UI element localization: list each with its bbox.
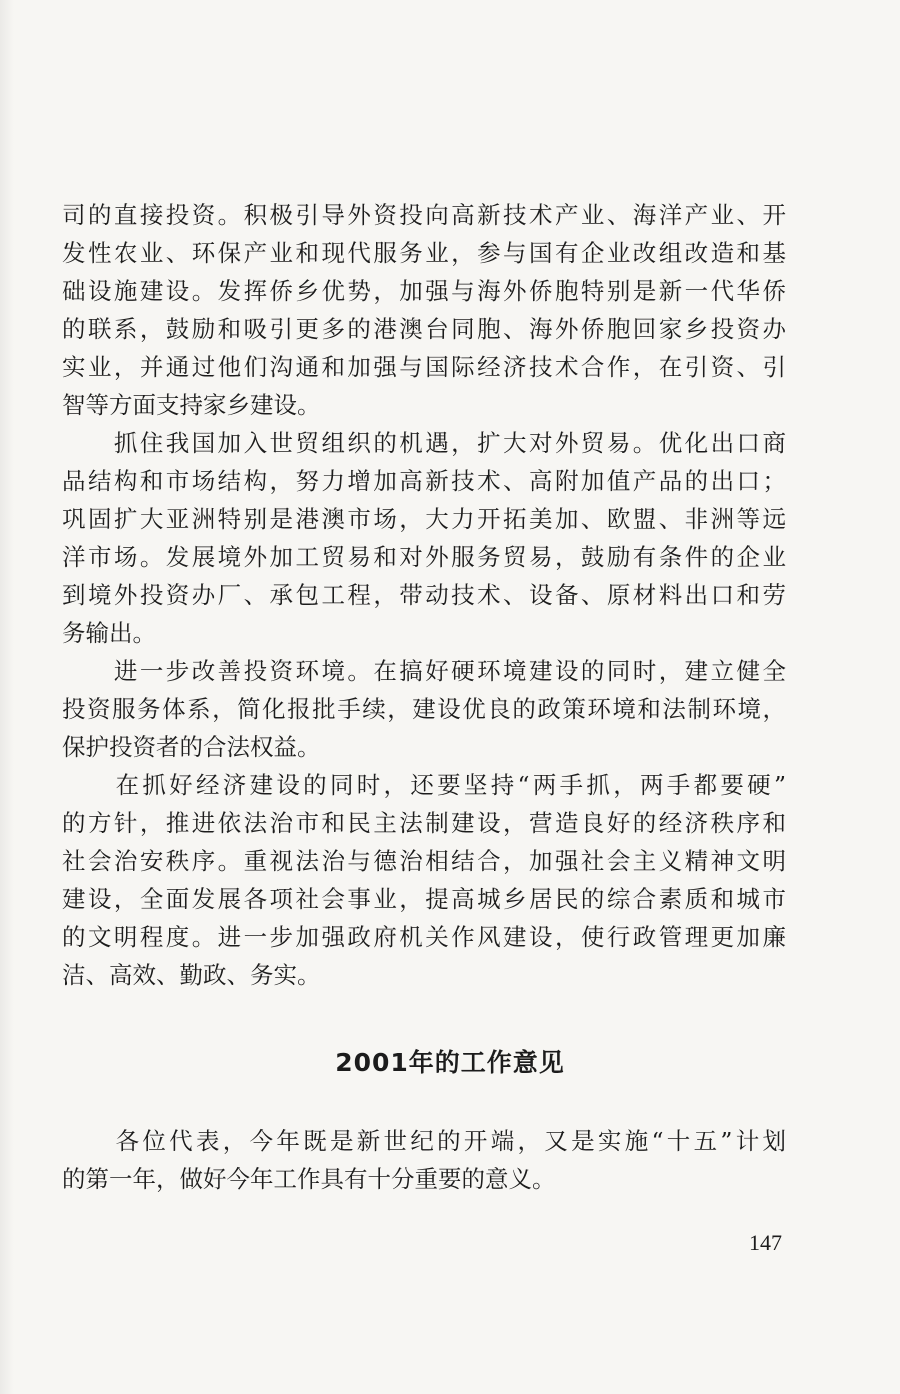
text-line: 到境外投资办厂、承包工程，带动技术、设备、原材料出口和劳 [62, 581, 786, 609]
text-line: 务输出。 [62, 619, 156, 647]
text-line: 品结构和市场结构，努力增加高新技术、高附加值产品的出口； [62, 467, 786, 495]
page-number: 147 [749, 1230, 782, 1255]
text-line: 在抓好经济建设的同时，还要坚持“两手抓，两手都要硬” [62, 771, 786, 799]
text-line: 保护投资者的合法权益。 [62, 733, 321, 761]
text-line: 建设，全面发展各项社会事业，提高城乡居民的综合素质和城市 [62, 885, 786, 913]
text-line: 的联系，鼓励和吸引更多的港澳台同胞、海外侨胞回家乡投资办 [62, 315, 786, 343]
text-line: 的第一年，做好今年工作具有十分重要的意义。 [62, 1165, 556, 1193]
text-line: 础设施建设。发挥侨乡优势，加强与海外侨胞特别是新一代华侨 [62, 277, 786, 305]
text-line: 投资服务体系，简化报批手续，建设优良的政策环境和法制环境， [62, 695, 786, 723]
text-line: 的方针，推进依法治市和民主法制建设，营造良好的经济秩序和 [62, 809, 786, 837]
text-line: 司的直接投资。积极引导外资投向高新技术产业、海洋产业、开 [62, 201, 786, 229]
text-line: 抓住我国加入世贸组织的机遇，扩大对外贸易。优化出口商 [62, 429, 786, 457]
text-line: 巩固扩大亚洲特别是港澳市场，大力开拓美加、欧盟、非洲等远 [62, 505, 786, 533]
text-line: 洋市场。发展境外加工贸易和对外服务贸易，鼓励有条件的企业 [62, 543, 786, 571]
text-line: 社会治安秩序。重视法治与德治相结合，加强社会主义精神文明 [62, 847, 786, 875]
text-line: 实业，并通过他们沟通和加强与国际经济技术合作，在引资、引 [62, 353, 786, 381]
text-line: 智等方面支持家乡建设。 [62, 391, 321, 419]
text-line: 洁、高效、勤政、务实。 [62, 961, 321, 989]
text-line: 发性农业、环保产业和现代服务业，参与国有企业改组改造和基 [62, 239, 786, 267]
text-line: 各位代表，今年既是新世纪的开端，又是实施“十五”计划 [62, 1127, 786, 1155]
text-line: 进一步改善投资环境。在搞好硬环境建设的同时，建立健全 [62, 657, 786, 685]
section-heading: 2001年的工作意见 [335, 1048, 565, 1077]
text-line: 的文明程度。进一步加强政府机关作风建设，使行政管理更加廉 [62, 923, 786, 951]
